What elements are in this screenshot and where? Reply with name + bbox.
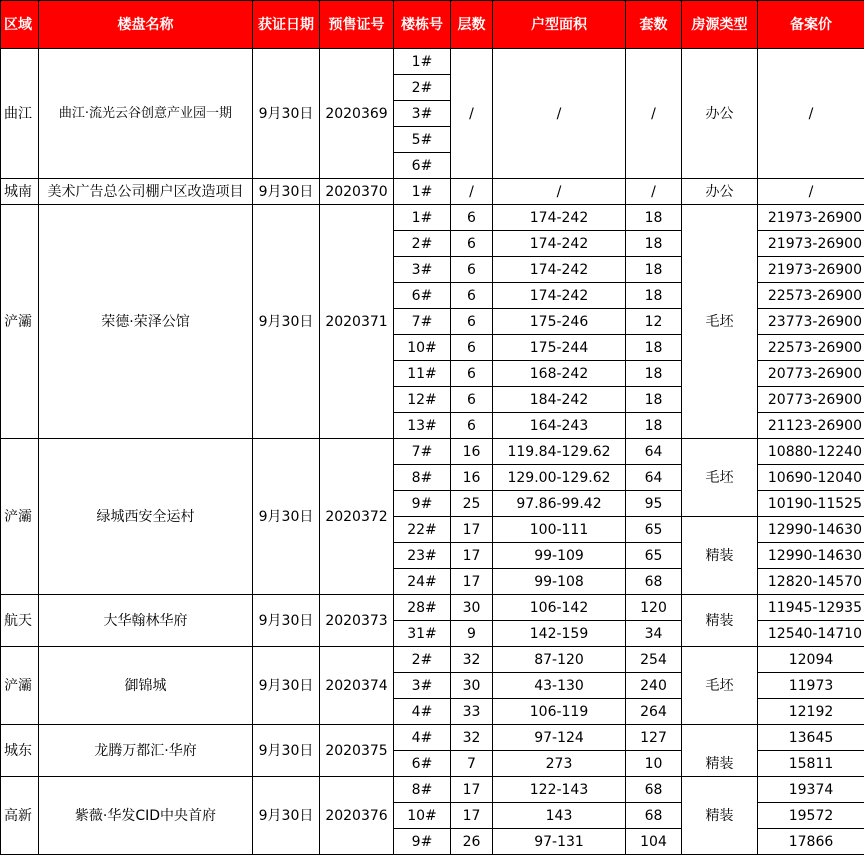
region-cell: 高新 (1, 777, 39, 855)
building-cell: 3# (394, 257, 451, 283)
building-cell: 12# (394, 387, 451, 413)
area-cell: 129.00-129.62 (493, 465, 626, 491)
units-cell: 65 (626, 543, 682, 569)
permit-cell: 2020374 (320, 647, 394, 725)
building-cell: 23# (394, 543, 451, 569)
units-cell: 18 (626, 387, 682, 413)
units-cell: 12 (626, 309, 682, 335)
floors-cell: 32 (451, 647, 493, 673)
area-cell: / (493, 49, 626, 179)
building-cell: 6# (394, 751, 451, 777)
date-cell: 9月30日 (253, 439, 320, 595)
permit-cell: 2020373 (320, 595, 394, 647)
floors-cell: 6 (451, 361, 493, 387)
price-cell: 22573-26900 (758, 335, 864, 361)
price-cell: 10690-12040 (758, 465, 864, 491)
project-name-cell: 曲江·流光云谷创意产业园一期 (39, 49, 253, 179)
building-cell: 1# (394, 179, 451, 205)
units-cell: 18 (626, 257, 682, 283)
area-cell: 43-130 (493, 673, 626, 699)
building-cell: 2# (394, 231, 451, 257)
units-cell: 18 (626, 335, 682, 361)
units-cell: 95 (626, 491, 682, 517)
area-cell: 175-244 (493, 335, 626, 361)
project-name-cell: 大华翰林华府 (39, 595, 253, 647)
region-cell: 浐灞 (1, 647, 39, 725)
area-cell: 122-143 (493, 777, 626, 803)
date-cell: 9月30日 (253, 777, 320, 855)
price-cell: 11945-12935 (758, 595, 864, 621)
units-cell: 34 (626, 621, 682, 647)
area-cell: 175-246 (493, 309, 626, 335)
area-cell: 273 (493, 751, 626, 777)
price-cell: 21973-26900 (758, 257, 864, 283)
date-cell: 9月30日 (253, 49, 320, 179)
date-cell: 9月30日 (253, 725, 320, 777)
building-cell: 6# (394, 283, 451, 309)
building-cell: 10# (394, 803, 451, 829)
units-cell: 68 (626, 803, 682, 829)
table-body (1, 49, 864, 855)
building-cell: 24# (394, 569, 451, 595)
table-row (1, 205, 864, 231)
price-cell: 12094 (758, 647, 864, 673)
units-cell: 18 (626, 283, 682, 309)
building-cell: 10# (394, 335, 451, 361)
floors-cell: 17 (451, 517, 493, 543)
building-cell: 8# (394, 777, 451, 803)
project-name-cell: 龙腾万都汇·华府 (39, 725, 253, 777)
price-cell: 15811 (758, 751, 864, 777)
price-cell: 20773-26900 (758, 361, 864, 387)
units-cell: 64 (626, 465, 682, 491)
floors-cell: 30 (451, 595, 493, 621)
type-cell: 精装 (682, 777, 758, 855)
units-cell: 254 (626, 647, 682, 673)
floors-cell: / (451, 179, 493, 205)
price-cell: 10880-12240 (758, 439, 864, 465)
price-cell: 19374 (758, 777, 864, 803)
units-cell: 18 (626, 361, 682, 387)
units-cell: / (626, 179, 682, 205)
col-header-date: 获证日期 (253, 1, 320, 49)
units-cell: 127 (626, 725, 682, 751)
type-cell: 毛坯 (682, 205, 758, 439)
floors-cell: 17 (451, 543, 493, 569)
floors-cell: 6 (451, 335, 493, 361)
col-header-price: 备案价 (758, 1, 864, 49)
floors-cell: 6 (451, 231, 493, 257)
units-cell: 104 (626, 829, 682, 855)
units-cell: 18 (626, 205, 682, 231)
area-cell: 142-159 (493, 621, 626, 647)
region-cell: 航天 (1, 595, 39, 647)
price-cell: 20773-26900 (758, 387, 864, 413)
building-cell: 7# (394, 309, 451, 335)
floors-cell: 16 (451, 439, 493, 465)
area-cell: 99-109 (493, 543, 626, 569)
price-cell: 12990-14630 (758, 517, 864, 543)
price-cell: 22573-26900 (758, 283, 864, 309)
type-cell: 毛坯 (682, 647, 758, 725)
building-cell: 8# (394, 465, 451, 491)
region-cell: 浐灞 (1, 205, 39, 439)
building-cell: 2# (394, 75, 451, 101)
date-cell: 9月30日 (253, 647, 320, 725)
area-cell: 87-120 (493, 647, 626, 673)
col-header-type: 房源类型 (682, 1, 758, 49)
floors-cell: / (451, 49, 493, 179)
floors-cell: 17 (451, 569, 493, 595)
permit-cell: 2020369 (320, 49, 394, 179)
col-header-floors: 层数 (451, 1, 493, 49)
price-cell: 12540-14710 (758, 621, 864, 647)
building-cell: 6# (394, 153, 451, 179)
units-cell: 18 (626, 413, 682, 439)
floors-cell: 6 (451, 283, 493, 309)
project-name-cell: 美术广告总公司棚户区改造项目 (39, 179, 253, 205)
building-cell: 13# (394, 413, 451, 439)
units-cell: / (626, 49, 682, 179)
floors-cell: 25 (451, 491, 493, 517)
price-cell: 12192 (758, 699, 864, 725)
units-cell: 264 (626, 699, 682, 725)
col-header-units: 套数 (626, 1, 682, 49)
price-cell: 21973-26900 (758, 205, 864, 231)
type-cell: 办公 (682, 49, 758, 179)
building-cell: 28# (394, 595, 451, 621)
project-name-cell: 绿城西安全运村 (39, 439, 253, 595)
price-cell: 21123-26900 (758, 413, 864, 439)
type-cell: 办公 (682, 179, 758, 205)
area-cell: 100-111 (493, 517, 626, 543)
area-cell: 106-119 (493, 699, 626, 725)
floors-cell: 9 (451, 621, 493, 647)
units-cell: 65 (626, 517, 682, 543)
table-row (1, 595, 864, 621)
floors-cell: 32 (451, 725, 493, 751)
building-cell: 31# (394, 621, 451, 647)
table-row (1, 725, 864, 751)
price-cell: 11973 (758, 673, 864, 699)
units-cell: 240 (626, 673, 682, 699)
building-cell: 9# (394, 829, 451, 855)
date-cell: 9月30日 (253, 205, 320, 439)
building-cell: 4# (394, 725, 451, 751)
building-cell: 1# (394, 205, 451, 231)
region-cell: 城南 (1, 179, 39, 205)
type-cell: 毛坯 (682, 439, 758, 517)
building-cell: 3# (394, 101, 451, 127)
area-cell: 174-242 (493, 283, 626, 309)
area-cell: 164-243 (493, 413, 626, 439)
price-cell: 21973-26900 (758, 231, 864, 257)
floors-cell: 6 (451, 257, 493, 283)
region-cell: 浐灞 (1, 439, 39, 595)
price-cell: 19572 (758, 803, 864, 829)
units-cell: 68 (626, 569, 682, 595)
building-cell: 9# (394, 491, 451, 517)
area-cell: 174-242 (493, 205, 626, 231)
col-header-region: 区域 (1, 1, 39, 49)
col-header-project: 楼盘名称 (39, 1, 253, 49)
type-cell: 精装 (682, 725, 758, 777)
table-row (1, 647, 864, 673)
floors-cell: 6 (451, 205, 493, 231)
price-cell: 12990-14630 (758, 543, 864, 569)
price-cell: 13645 (758, 725, 864, 751)
floors-cell: 6 (451, 387, 493, 413)
price-cell: 10190-11525 (758, 491, 864, 517)
floors-cell: 6 (451, 309, 493, 335)
units-cell: 64 (626, 439, 682, 465)
building-cell: 4# (394, 699, 451, 725)
units-cell: 18 (626, 231, 682, 257)
col-header-permit: 预售证号 (320, 1, 394, 49)
area-cell: 174-242 (493, 231, 626, 257)
project-name-cell: 荣德·荣泽公馆 (39, 205, 253, 439)
floors-cell: 16 (451, 465, 493, 491)
type-cell: 精装 (682, 517, 758, 595)
price-cell: / (758, 49, 864, 179)
building-cell: 11# (394, 361, 451, 387)
price-cell: 23773-26900 (758, 309, 864, 335)
area-cell: 174-242 (493, 257, 626, 283)
floors-cell: 26 (451, 829, 493, 855)
building-cell: 7# (394, 439, 451, 465)
building-cell: 22# (394, 517, 451, 543)
area-cell: 119.84-129.62 (493, 439, 626, 465)
area-cell: 97.86-99.42 (493, 491, 626, 517)
col-header-building: 楼栋号 (394, 1, 451, 49)
header-row (1, 1, 864, 49)
table-row (1, 777, 864, 803)
permit-cell: 2020370 (320, 179, 394, 205)
building-cell: 1# (394, 49, 451, 75)
permit-cell: 2020375 (320, 725, 394, 777)
price-cell: 12820-14570 (758, 569, 864, 595)
permit-cell: 2020371 (320, 205, 394, 439)
region-cell: 曲江 (1, 49, 39, 179)
floors-cell: 17 (451, 777, 493, 803)
units-cell: 68 (626, 777, 682, 803)
units-cell: 120 (626, 595, 682, 621)
area-cell: 99-108 (493, 569, 626, 595)
area-cell: 97-124 (493, 725, 626, 751)
table-row (1, 49, 864, 75)
building-cell: 2# (394, 647, 451, 673)
date-cell: 9月30日 (253, 179, 320, 205)
area-cell: 184-242 (493, 387, 626, 413)
permit-cell: 2020372 (320, 439, 394, 595)
area-cell: 143 (493, 803, 626, 829)
table-row (1, 439, 864, 465)
area-cell: 97-131 (493, 829, 626, 855)
table-row (1, 179, 864, 205)
type-cell: 精装 (682, 595, 758, 647)
project-name-cell: 紫薇·华发CID中央首府 (39, 777, 253, 855)
units-cell: 10 (626, 751, 682, 777)
floors-cell: 33 (451, 699, 493, 725)
permit-cell: 2020376 (320, 777, 394, 855)
date-cell: 9月30日 (253, 595, 320, 647)
building-cell: 5# (394, 127, 451, 153)
floors-cell: 30 (451, 673, 493, 699)
floors-cell: 6 (451, 413, 493, 439)
price-cell: 17866 (758, 829, 864, 855)
price-cell: / (758, 179, 864, 205)
building-cell: 3# (394, 673, 451, 699)
area-cell: 168-242 (493, 361, 626, 387)
floors-cell: 17 (451, 803, 493, 829)
area-cell: 106-142 (493, 595, 626, 621)
col-header-area: 户型面积 (493, 1, 626, 49)
project-name-cell: 御锦城 (39, 647, 253, 725)
region-cell: 城东 (1, 725, 39, 777)
area-cell: / (493, 179, 626, 205)
floors-cell: 7 (451, 751, 493, 777)
